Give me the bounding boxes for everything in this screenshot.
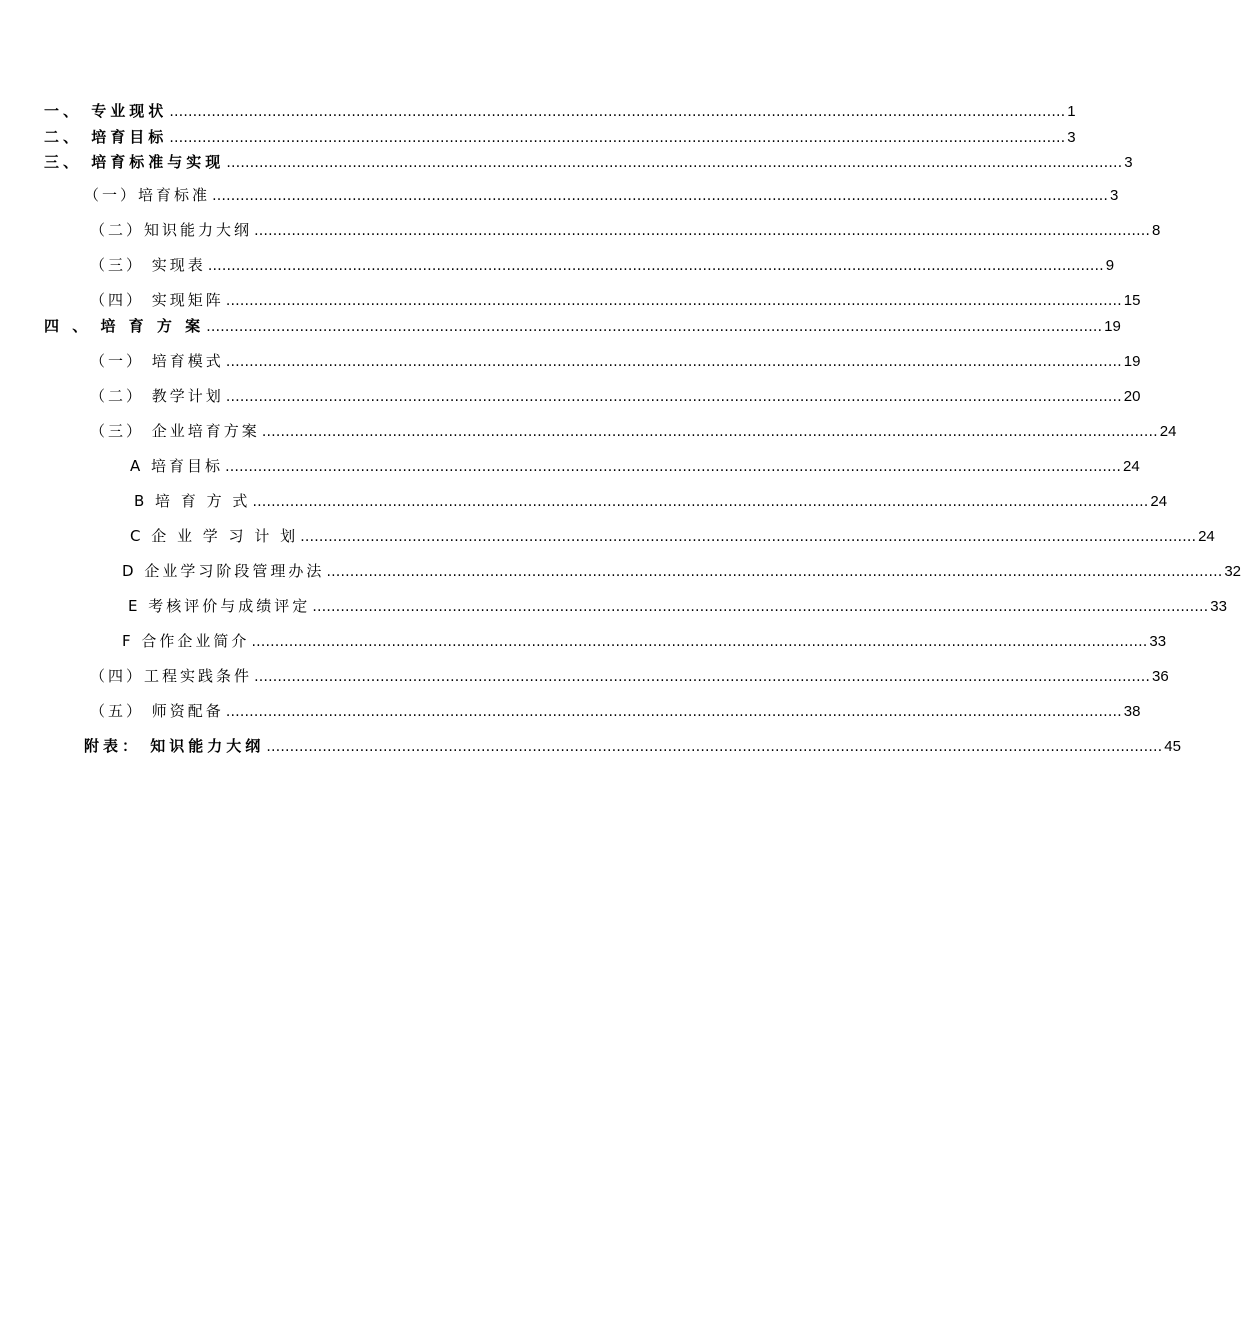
toc-entry[interactable] — [44, 125, 1076, 149]
dot-leader: ………………………………………………………………………………………………………………………………………………………………………… — [300, 529, 1197, 545]
toc-entry[interactable] — [122, 629, 1167, 653]
toc-entry-page: 24 — [1123, 458, 1140, 475]
toc-entry-page: 45 — [1164, 738, 1181, 755]
toc-entry[interactable] — [44, 99, 1076, 123]
dot-leader: ………………………………………………………………………………………………………………………………………………………………………… — [251, 634, 1148, 650]
toc-entry-title: A 培育目标 — [130, 457, 224, 475]
dot-leader: ………………………………………………………………………………………………………………………………………………………………………… — [225, 704, 1122, 720]
dot-leader: ………………………………………………………………………………………………………………………………………………………………………… — [254, 223, 1151, 239]
toc-entry-title: 三、 培育标准与实现 — [44, 153, 225, 171]
toc-entry-title: 附表： 知识能力大纲 — [84, 737, 265, 755]
toc-entry-page: 3 — [1067, 129, 1076, 146]
dot-leader: ………………………………………………………………………………………………………………………………………………………………………… — [169, 104, 1066, 120]
toc-entry-page: 32 — [1224, 563, 1241, 580]
toc-entry-title: （二） 教学计划 — [90, 387, 224, 405]
toc-entry-title: （四） 实现矩阵 — [90, 291, 224, 309]
toc-entry-title: B 培 育 方 式 — [134, 492, 251, 510]
toc-entry-page: 9 — [1105, 257, 1115, 274]
toc-entry-title: E 考核评价与成绩评定 — [128, 597, 311, 615]
toc-entry-title: （一） 培育模式 — [90, 352, 224, 370]
toc-entry[interactable] — [44, 150, 1133, 174]
toc-entry-title: D 企业学习阶段管理办法 — [122, 562, 325, 580]
toc-entry-page: 19 — [1104, 318, 1121, 335]
toc-entry[interactable] — [90, 419, 1177, 443]
dot-leader: ………………………………………………………………………………………………………………………………………………………………………… — [261, 424, 1158, 440]
toc-entry-page: 33 — [1210, 598, 1227, 615]
toc-entry-page: 24 — [1150, 493, 1168, 510]
toc-entry[interactable] — [90, 218, 1161, 242]
toc-entry-page: 20 — [1123, 388, 1141, 405]
toc-entry-page: 8 — [1152, 222, 1161, 239]
toc-entry-title: （三） 实现表 — [90, 256, 206, 274]
toc-entry[interactable] — [84, 183, 1119, 207]
dot-leader: ………………………………………………………………………………………………………………………………………………………………………… — [225, 354, 1122, 370]
toc-entry[interactable] — [90, 349, 1141, 373]
dot-leader: ………………………………………………………………………………………………………………………………………………………………………… — [169, 130, 1066, 146]
dot-leader: ………………………………………………………………………………………………………………………………………………………………………… — [225, 293, 1122, 309]
toc-entry[interactable] — [90, 288, 1141, 312]
dot-leader: ………………………………………………………………………………………………………………………………………………………………………… — [312, 599, 1209, 615]
dot-leader: ………………………………………………………………………………………………………………………………………………………………………… — [225, 389, 1122, 405]
toc-entry-page: 36 — [1152, 668, 1169, 685]
toc-entry[interactable] — [44, 314, 1121, 338]
dot-leader: ………………………………………………………………………………………………………………………………………………………………………… — [226, 155, 1123, 171]
toc-entry-title: （三） 企业培育方案 — [90, 422, 260, 440]
toc-entry[interactable] — [130, 454, 1140, 478]
toc-entry[interactable] — [90, 384, 1141, 408]
toc-entry[interactable] — [134, 489, 1168, 513]
dot-leader: ………………………………………………………………………………………………………………………………………………………………………… — [254, 669, 1151, 685]
toc-entry[interactable] — [90, 699, 1141, 723]
toc-entry[interactable] — [122, 559, 1241, 583]
toc-entry-page: 1 — [1067, 103, 1076, 120]
toc-entry[interactable] — [90, 664, 1169, 688]
dot-leader: ………………………………………………………………………………………………………………………………………………………………………… — [252, 494, 1149, 510]
toc-entry-title: （四）工程实践条件 — [90, 667, 253, 685]
toc-entry-title: F 合作企业简介 — [122, 632, 250, 650]
toc-entry-title: （五） 师资配备 — [90, 702, 224, 720]
toc-entry[interactable] — [130, 524, 1215, 548]
toc-entry-title: C 企 业 学 习 计 划 — [130, 527, 299, 545]
toc-entry-page: 3 — [1110, 187, 1119, 204]
dot-leader: ………………………………………………………………………………………………………………………………………………………………………… — [326, 564, 1223, 580]
dot-leader: ………………………………………………………………………………………………………………………………………………………………………… — [266, 739, 1163, 755]
toc-entry-page: 19 — [1123, 353, 1141, 370]
toc-entry[interactable] — [84, 734, 1181, 758]
dot-leader: ………………………………………………………………………………………………………………………………………………………………………… — [207, 258, 1104, 274]
dot-leader: ………………………………………………………………………………………………………………………………………………………………………… — [212, 188, 1109, 204]
toc-entry-page: 38 — [1123, 703, 1141, 720]
toc-entry-title: 四 、 培 育 方 案 — [44, 317, 205, 335]
toc-entry-page: 24 — [1159, 423, 1177, 440]
toc-entry-page: 24 — [1198, 528, 1215, 545]
toc-entry[interactable] — [90, 253, 1115, 277]
toc-entry-page: 3 — [1124, 154, 1133, 171]
toc-entry-title: 二、 培育目标 — [44, 128, 168, 146]
toc-entry-title: （二）知识能力大纲 — [90, 221, 253, 239]
toc-entry-page: 33 — [1149, 633, 1167, 650]
dot-leader: ………………………………………………………………………………………………………………………………………………………………………… — [206, 319, 1103, 335]
toc-entry-page: 15 — [1123, 292, 1141, 309]
toc-entry[interactable] — [128, 594, 1227, 618]
toc-entry-title: （一）培育标准 — [84, 186, 211, 204]
toc-entry-title: 一、 专业现状 — [44, 102, 168, 120]
dot-leader: ………………………………………………………………………………………………………………………………………………………………………… — [225, 459, 1122, 475]
